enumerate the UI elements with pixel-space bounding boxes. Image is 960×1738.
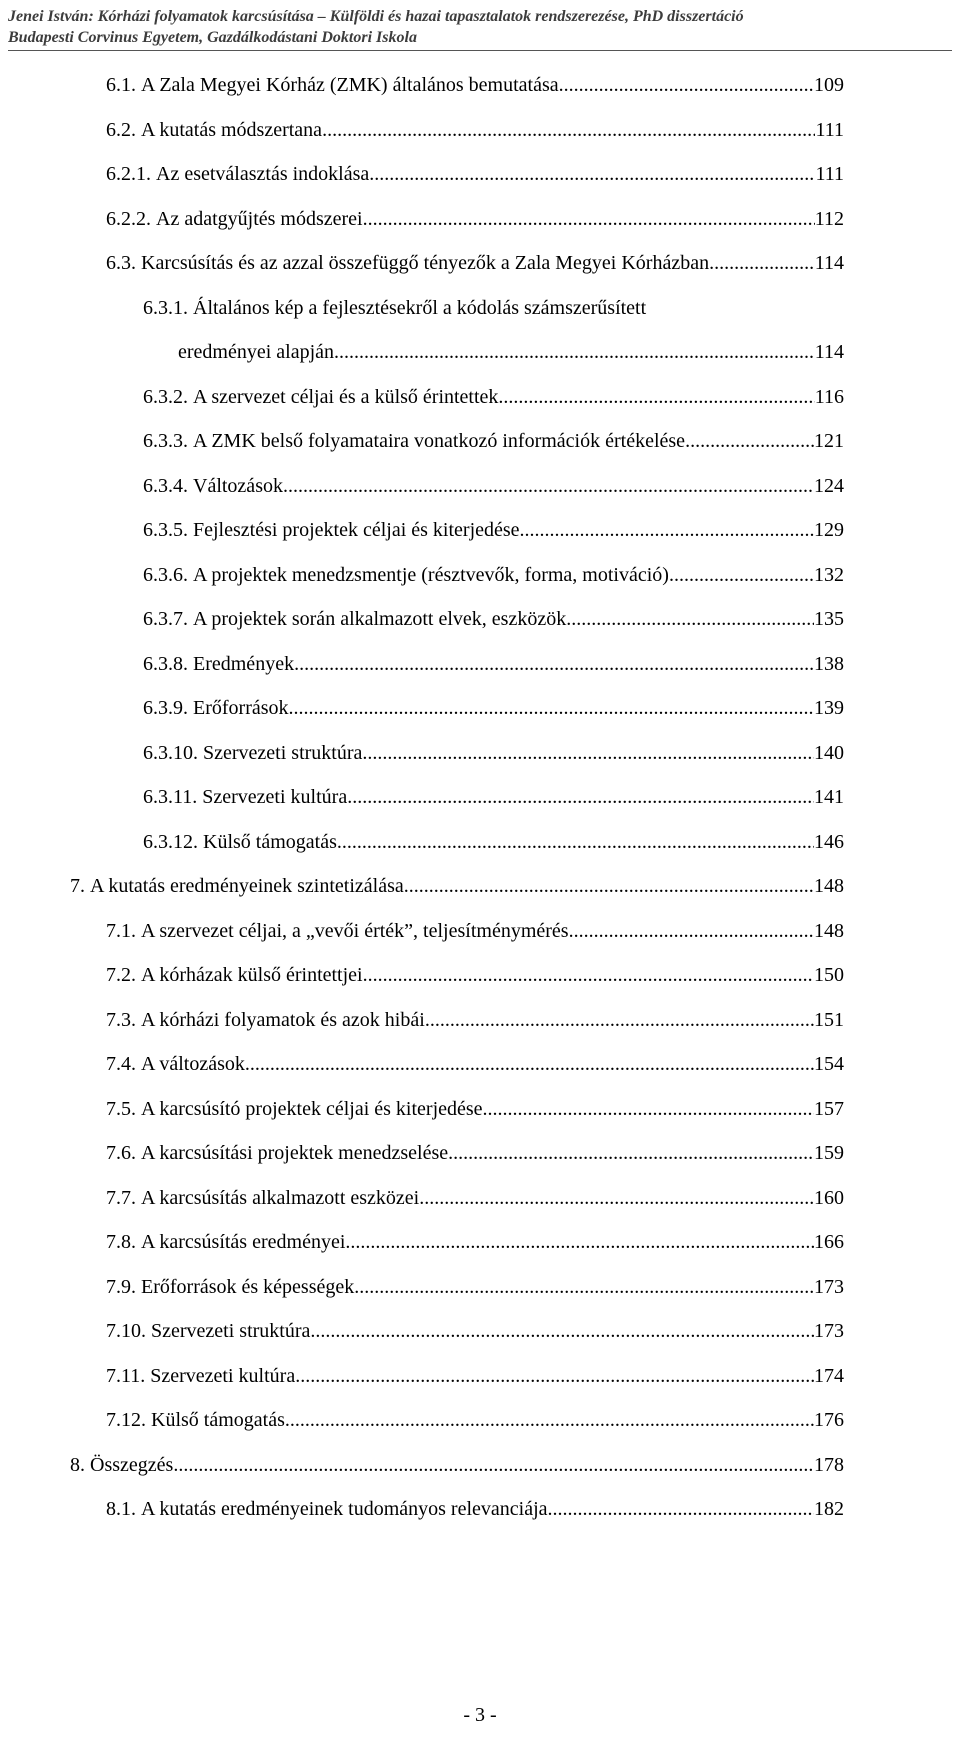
toc-leader (448, 1140, 814, 1166)
toc-number: 7.8. (106, 1231, 136, 1253)
toc-leader (569, 918, 814, 944)
toc-entry[interactable] (70, 873, 844, 899)
toc-leader (566, 606, 814, 632)
toc-number: 7.12. (106, 1409, 146, 1431)
toc-page: 178 (814, 1454, 844, 1476)
toc-leader (419, 1185, 814, 1211)
toc-number: 7.10. (106, 1320, 146, 1342)
toc-leader (498, 384, 814, 410)
toc-leader (363, 206, 815, 232)
toc-page: 116 (814, 386, 844, 408)
toc-number: 6.2.1. (106, 163, 151, 185)
toc-number: 6.2.2. (106, 208, 151, 230)
toc-entry[interactable] (106, 1407, 844, 1433)
toc-title: Az adatgyűjtés módszerei (156, 208, 363, 230)
toc-page: 121 (814, 430, 844, 452)
toc-entry[interactable] (143, 517, 844, 543)
toc-entry[interactable] (143, 606, 844, 632)
toc-title: Változások (193, 475, 283, 497)
toc-entry[interactable] (143, 651, 844, 677)
toc-leader (294, 651, 814, 677)
toc-leader (337, 829, 814, 855)
toc-page: 150 (814, 964, 844, 986)
toc-page: 132 (814, 564, 844, 586)
toc-title: A karcsúsító projektek céljai és kiterjedése (141, 1098, 483, 1120)
toc-page: 176 (814, 1409, 844, 1431)
toc-title: A változások (141, 1053, 245, 1075)
toc-leader (362, 740, 814, 766)
toc-number: 6.3.6. (143, 564, 188, 586)
toc-page: 182 (814, 1498, 844, 1520)
running-header (8, 6, 952, 48)
toc-number: 6.3.2. (143, 386, 188, 408)
toc-leader (548, 1496, 814, 1522)
toc-entry[interactable] (70, 1452, 844, 1478)
toc-number: 7.2. (106, 964, 136, 986)
toc-title: Erőforrások és képességek (141, 1276, 355, 1298)
header-line-2: Budapesti Corvinus Egyetem, Gazdálkodástani Doktori Iskola (8, 29, 417, 46)
toc-page: 166 (814, 1231, 844, 1253)
toc-title: Karcsúsítás és az azzal összefüggő tényezők a Zala Megyei Kórházban (141, 252, 710, 274)
toc-title: A kutatás eredményeinek szintetizálása (90, 875, 404, 897)
toc-page: 154 (814, 1053, 844, 1075)
toc-entry[interactable] (106, 1318, 844, 1344)
toc-page: 174 (814, 1365, 844, 1387)
toc-number: 6.3.8. (143, 653, 188, 675)
toc-entry[interactable] (106, 1363, 844, 1389)
toc-title: A kutatás eredményeinek tudományos relevanciája (141, 1498, 548, 1520)
toc-title: A szervezet céljai és a külső érintettek (193, 386, 499, 408)
toc-leader (334, 339, 815, 365)
toc-page: 111 (815, 163, 844, 185)
toc-number: 6.3.9. (143, 697, 188, 719)
toc-entry[interactable] (143, 784, 844, 810)
toc-entry[interactable] (106, 918, 844, 944)
toc-entry[interactable] (143, 428, 844, 454)
toc-entry[interactable] (106, 1051, 844, 1077)
header-line-1: Jenei István: Kórházi folyamatok karcsúsítása – Külföldi és hazai tapasztalatok rendszerezése, PhD disszertáció (8, 8, 744, 25)
toc-entry[interactable] (106, 161, 844, 187)
toc-leader (295, 1363, 814, 1389)
toc-entry[interactable] (106, 1007, 844, 1033)
toc-title: Erőforrások (193, 697, 289, 719)
toc-entry[interactable] (143, 384, 844, 410)
toc-title: Szervezeti kultúra (202, 786, 348, 808)
toc-page: 151 (814, 1009, 844, 1031)
toc-title: A projektek menedzsmentje (résztvevők, forma, motiváció) (193, 564, 669, 586)
toc-title: Az esetválasztás indoklása (156, 163, 370, 185)
toc-title: Szervezeti struktúra (203, 742, 363, 764)
toc-title: Szervezeti kultúra (150, 1365, 296, 1387)
toc-number: 6.3.10. (143, 742, 198, 764)
toc-entry[interactable] (143, 829, 844, 855)
toc-title: A kórházak külső érintettjei (141, 964, 363, 986)
toc-entry[interactable] (106, 206, 844, 232)
toc-title: A kutatás módszertana (141, 119, 323, 141)
toc-leader (322, 117, 815, 143)
toc-title: Általános kép a fejlesztésekről a kódolás számszerűsített (193, 297, 647, 319)
toc-title: A karcsúsítási projektek menedzselése (141, 1142, 449, 1164)
toc-page: 114 (814, 341, 844, 363)
toc-title: A ZMK belső folyamataira vonatkozó információk értékelése (193, 430, 686, 452)
toc-number: 6.3.3. (143, 430, 188, 452)
toc-title: Külső támogatás (151, 1409, 285, 1431)
toc-title: A Zala Megyei Kórház (ZMK) általános bemutatása (141, 74, 559, 96)
toc-entry[interactable] (106, 962, 844, 988)
toc-leader (425, 1007, 814, 1033)
toc-page: 146 (814, 831, 844, 853)
toc-page: 114 (814, 252, 844, 274)
toc-title: Fejlesztési projektek céljai és kiterjedése (193, 519, 520, 541)
toc-title: Szervezeti struktúra (151, 1320, 311, 1342)
toc-number: 6.3.1. (143, 297, 188, 319)
toc-entry[interactable] (143, 562, 844, 588)
toc-entry[interactable] (106, 250, 844, 276)
toc-leader (245, 1051, 814, 1077)
toc-number: 7.3. (106, 1009, 136, 1031)
toc-page: 124 (814, 475, 844, 497)
toc-leader (289, 695, 814, 721)
toc-leader (363, 962, 814, 988)
toc-entry[interactable] (143, 695, 844, 721)
toc-entry[interactable] (106, 72, 844, 98)
toc-leader (173, 1452, 814, 1478)
toc-leader (285, 1407, 814, 1433)
toc-entry[interactable] (106, 1274, 844, 1300)
toc-page: 159 (814, 1142, 844, 1164)
toc-title: A karcsúsítás eredményei (141, 1231, 346, 1253)
toc-title: A projektek során alkalmazott elvek, eszközök (193, 608, 567, 630)
toc-leader (669, 562, 814, 588)
header-rule (8, 50, 952, 51)
toc-title: Külső támogatás (203, 831, 337, 853)
toc-number: 6.2. (106, 119, 136, 141)
toc-leader (520, 517, 814, 543)
toc-number: 6.3. (106, 252, 136, 274)
toc-number: 7.6. (106, 1142, 136, 1164)
toc-leader (685, 428, 814, 454)
page-number: - 3 - (463, 1704, 497, 1726)
toc-leader (369, 161, 815, 187)
toc-title: A kórházi folyamatok és azok hibái (141, 1009, 425, 1031)
toc-number: 7.11. (106, 1365, 146, 1387)
toc-number: 6.3.5. (143, 519, 188, 541)
toc-number: 6.3.4. (143, 475, 188, 497)
toc-number: 8.1. (106, 1498, 136, 1520)
toc-page: 135 (814, 608, 844, 630)
toc-page: 140 (814, 742, 844, 764)
toc-title: eredményei alapján (178, 341, 335, 363)
toc-number: 7.7. (106, 1187, 136, 1209)
toc-title: Eredmények (193, 653, 295, 675)
toc-page: 157 (814, 1098, 844, 1120)
toc-leader (310, 1318, 814, 1344)
toc-number: 7.1. (106, 920, 136, 942)
toc-page: 148 (814, 875, 844, 897)
toc-number: 6.3.11. (143, 786, 198, 808)
toc-entry[interactable] (143, 295, 646, 321)
toc-number: 6.3.12. (143, 831, 198, 853)
toc-entry[interactable] (106, 1096, 844, 1122)
toc-page: 112 (814, 208, 844, 230)
toc-page: 173 (814, 1276, 844, 1298)
toc-title: A karcsúsítás alkalmazott eszközei (141, 1187, 420, 1209)
toc-entry[interactable] (143, 740, 844, 766)
toc-leader (559, 72, 814, 98)
toc-leader (283, 473, 814, 499)
toc-entry[interactable] (106, 1496, 844, 1522)
toc-number: 7.9. (106, 1276, 136, 1298)
toc-number: 6.3.7. (143, 608, 188, 630)
toc-page: 111 (815, 119, 844, 141)
toc-leader (404, 873, 814, 899)
toc-title: A szervezet céljai, a „vevői érték”, teljesítménymérés (141, 920, 569, 942)
toc-leader (354, 1274, 814, 1300)
toc-page: 139 (814, 697, 844, 719)
toc-leader (347, 784, 814, 810)
toc-number: 6.1. (106, 74, 136, 96)
toc-page: 160 (814, 1187, 844, 1209)
toc-entry-continuation[interactable] (178, 339, 844, 365)
toc-number: 7. (70, 875, 85, 897)
toc-leader (483, 1096, 814, 1122)
toc-page: 141 (814, 786, 844, 808)
toc-entry[interactable] (106, 1140, 844, 1166)
toc-number: 7.5. (106, 1098, 136, 1120)
toc-entry[interactable] (106, 117, 844, 143)
toc-page: 109 (814, 74, 844, 96)
toc-number: 7.4. (106, 1053, 136, 1075)
toc-title: Összegzés (90, 1454, 174, 1476)
toc-page: 173 (814, 1320, 844, 1342)
toc-page: 138 (814, 653, 844, 675)
toc-page: 148 (814, 920, 844, 942)
toc-entry[interactable] (106, 1185, 844, 1211)
toc-number: 8. (70, 1454, 85, 1476)
toc-entry[interactable] (106, 1229, 844, 1255)
toc-page: 129 (814, 519, 844, 541)
toc-leader (709, 250, 815, 276)
toc-leader (345, 1229, 814, 1255)
toc-entry[interactable] (143, 473, 844, 499)
